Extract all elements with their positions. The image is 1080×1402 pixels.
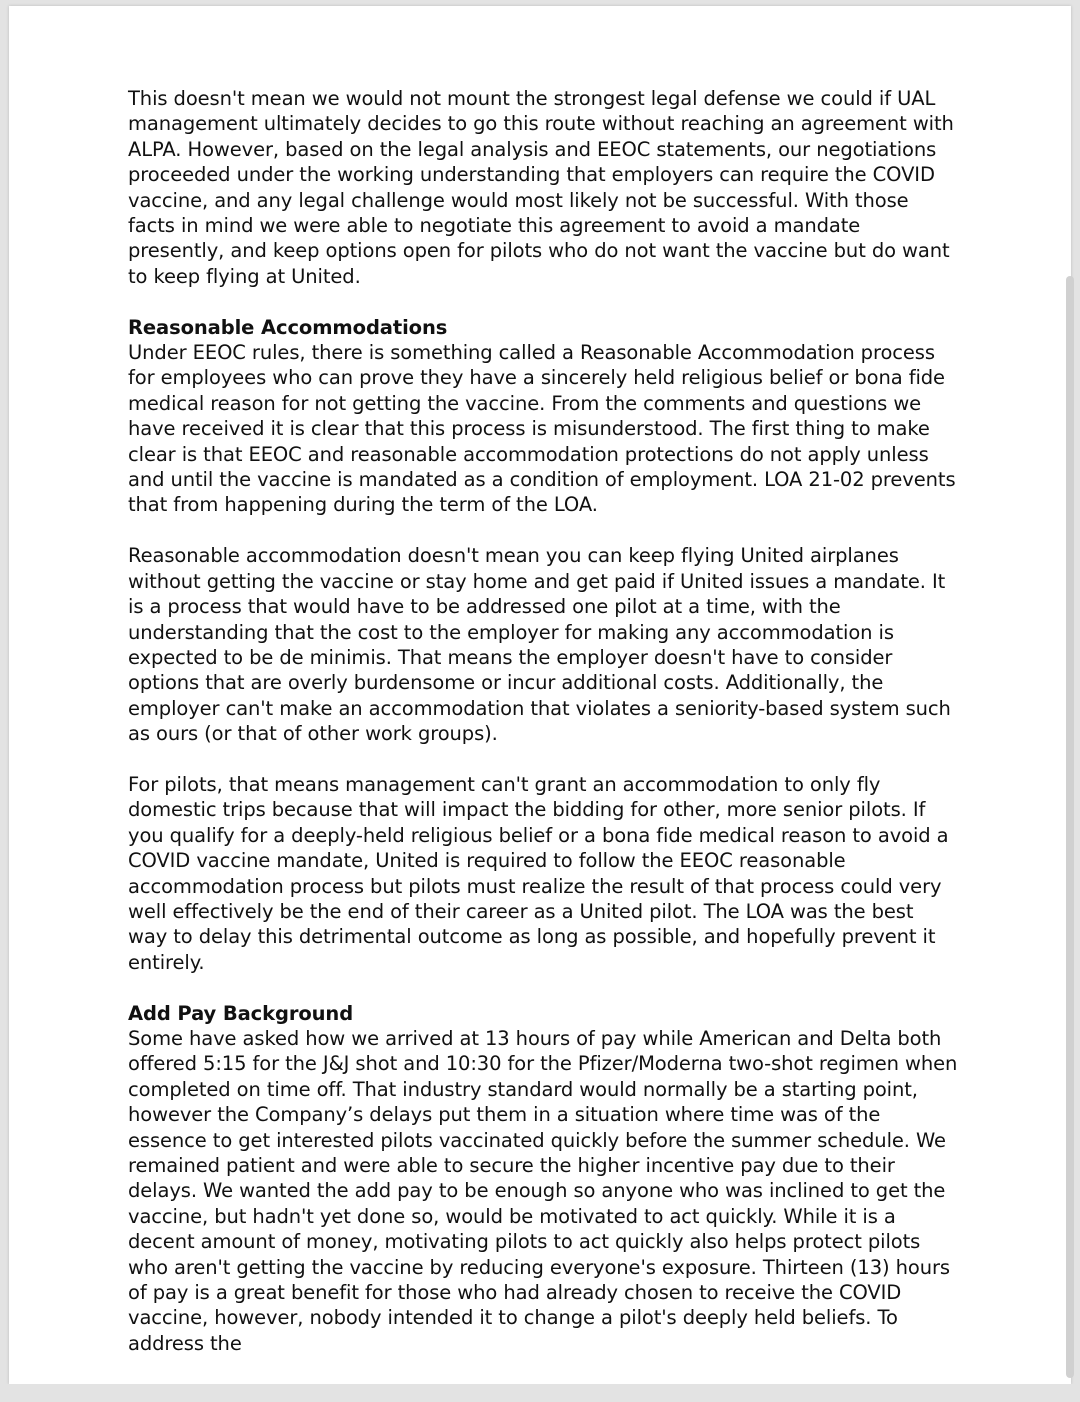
paragraph-spacer bbox=[128, 289, 958, 314]
intro-paragraph: This doesn't mean we would not mount the strongest legal defense we could if UAL management ultimately decides to go this route without reaching an agreement with ALPA. However, based on the legal analysis and EEOC statements, our negotiations proceeded under the working understanding that employers can require the COVID vaccine, and any legal challenge would most likely not be successful. With those facts in mind we were able to negotiate this agreement to avoid a mandate presently, and keep options open for pilots who do not want the vaccine but do want to keep flying at United. bbox=[128, 87, 954, 288]
vertical-scrollbar[interactable] bbox=[1066, 276, 1074, 1378]
viewer-bottom-edge bbox=[0, 1384, 1080, 1402]
section-heading-add-pay-background: Add Pay Background bbox=[128, 1001, 354, 1025]
document-page bbox=[9, 6, 1071, 1384]
paragraph-spacer bbox=[128, 518, 958, 543]
section-1-paragraph-2: Reasonable accommodation doesn't mean you can keep flying United airplanes without getting the vaccine or stay home and get paid if United issues a mandate. It is a process that would have to be addressed one pilot at a time, with the understanding that the cost to the employer for making any accommodation is expected to be de minimis. That means the employer doesn't have to consider options that are overly burdensome or incur additional costs. Additionally, the employer can't make an accommodation that violates a seniority-based system such as ours (or that of other work groups). bbox=[128, 544, 951, 746]
paragraph-spacer bbox=[128, 747, 958, 772]
section-1-paragraph-1: Under EEOC rules, there is something called a Reasonable Accommodation process for employees who can prove they have a sincerely held religious belief or bona fide medical reason for not getting the vaccine. From the comments and questions we have received it is clear that this process is misunderstood. The first thing to make clear is that EEOC and reasonable accommodation protections do not apply unless and until the vaccine is mandated as a condition of employment. LOA 21-02 prevents that from happening during the term of the LOA. bbox=[128, 341, 956, 517]
section-1-paragraph-3: For pilots, that means management can't grant an accommodation to only fly domestic trips because that will impact the bidding for other, more senior pilots. If you qualify for a deeply-held religious belief or a bona fide medical reason to avoid a COVID vaccine mandate, United is required to follow the EEOC reasonable accommodation process but pilots must realize the result of that process could very well effectively be the end of their career as a United pilot. The LOA was the best way to delay this detrimental outcome as long as possible, and hopefully prevent it entirely. bbox=[128, 772, 949, 974]
paragraph-spacer bbox=[128, 975, 958, 1000]
section-heading-reasonable-accommodations: Reasonable Accommodations bbox=[128, 315, 448, 339]
section-2-paragraph-1: Some have asked how we arrived at 13 hours of pay while American and Delta both offered 5:15 for the J&J shot and 10:30 for the Pfizer/Moderna two-shot regimen when completed on time off. That industry standard would normally be a starting point, however the Company’s delays put them in a situation where time was of the essence to get interested pilots vaccinated quickly before the summer schedule. We remained patient and were able to secure the higher incentive pay due to their delays. We wanted the add pay to be enough so anyone who was inclined to get the vaccine, but hadn't yet done so, would be motivated to act quickly. While it is a decent amount of money, motivating pilots to act quickly also helps protect pilots who aren't getting the vaccine by reducing everyone's exposure. Thirteen (13) hours of pay is a great benefit for those who had already chosen to receive the COVID vaccine, however, nobody intended it to change a pilot's deeply held beliefs. To address the bbox=[128, 1026, 958, 1355]
document-content bbox=[128, 86, 958, 1356]
